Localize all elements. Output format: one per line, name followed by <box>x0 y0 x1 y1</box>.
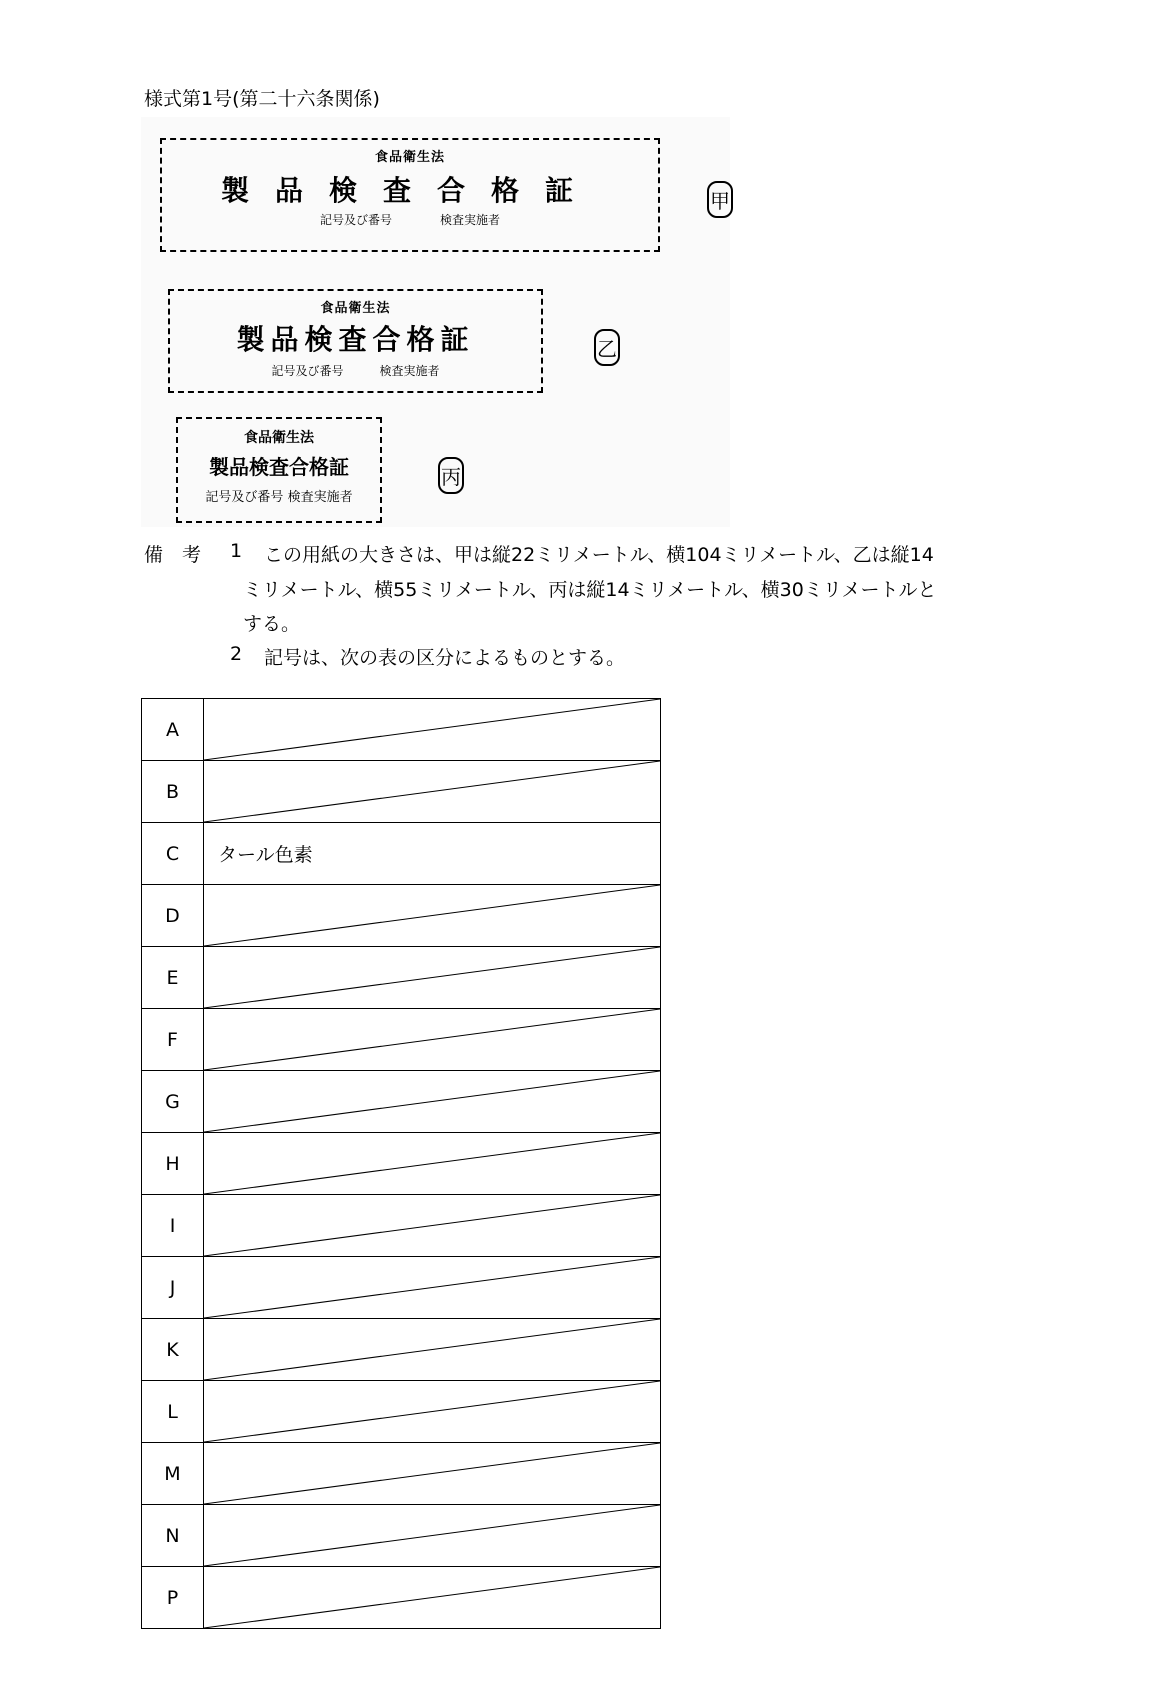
stamp-law: 食品衛生法 <box>374 150 445 165</box>
form-title: 様式第1号(第二十六条関係) <box>144 88 380 110</box>
note-1-line-3: する。 <box>243 613 301 635</box>
stamp-sub1: 記号及び番号 <box>319 213 392 227</box>
diagonal-strike <box>204 761 660 822</box>
stamp-hei <box>176 417 382 523</box>
stamp-law: 食品衛生法 <box>320 301 391 316</box>
table-row <box>142 1257 661 1319</box>
symbol-cell: B <box>142 761 204 823</box>
diagonal-strike <box>204 1319 660 1380</box>
table-row <box>142 823 661 885</box>
stamp-law: 食品衛生法 <box>244 430 314 446</box>
stamp-sub2: 検査実施者 <box>287 490 353 505</box>
category-cell <box>204 699 661 761</box>
stamp-label-kou: 甲 <box>707 181 733 218</box>
diagonal-strike <box>204 1505 660 1566</box>
stamp-samples <box>141 117 730 527</box>
category-cell <box>204 1567 661 1629</box>
category-cell <box>204 1195 661 1257</box>
diagonal-strike <box>204 947 660 1008</box>
table-row <box>142 1567 661 1629</box>
stamp-label-hei: 丙 <box>438 457 464 494</box>
category-cell <box>204 761 661 823</box>
category-cell <box>204 885 661 947</box>
notes-heading: 備 考 <box>144 544 202 566</box>
table-row <box>142 1195 661 1257</box>
stamp-sub2: 検査実施者 <box>440 213 501 227</box>
stamp-main: 製品検査合格証 <box>209 455 349 479</box>
category-cell: タール色素 <box>204 823 661 885</box>
diagonal-strike <box>204 1009 660 1070</box>
diagonal-strike <box>204 1381 660 1442</box>
stamp-label-otsu: 乙 <box>594 329 620 366</box>
category-cell <box>204 1009 661 1071</box>
note-1-line-1: この用紙の大きさは、甲は縦22ミリメートル、横104ミリメートル、乙は縦14 <box>264 544 934 566</box>
diagonal-strike <box>204 1133 660 1194</box>
table-row <box>142 1505 661 1567</box>
category-cell <box>204 1133 661 1195</box>
diagonal-strike <box>204 699 660 760</box>
symbol-cell: C <box>142 823 204 885</box>
stamp-otsu <box>168 289 543 393</box>
category-cell <box>204 1381 661 1443</box>
symbol-cell: E <box>142 947 204 1009</box>
symbol-cell: J <box>142 1257 204 1319</box>
category-cell <box>204 1257 661 1319</box>
stamp-sub1: 記号及び番号 <box>205 490 284 505</box>
symbol-cell: P <box>142 1567 204 1629</box>
table-row <box>142 1319 661 1381</box>
note-1-line-2: ミリメートル、横55ミリメートル、丙は縦14ミリメートル、横30ミリメートルと <box>243 579 937 601</box>
symbol-table <box>141 698 661 1629</box>
diagonal-strike <box>204 1257 660 1318</box>
table-row <box>142 1381 661 1443</box>
symbol-cell: G <box>142 1071 204 1133</box>
category-cell <box>204 1505 661 1567</box>
stamp-sub1: 記号及び番号 <box>271 364 344 378</box>
note-2-line: 記号は、次の表の区分によるものとする。 <box>264 647 626 669</box>
symbol-cell: L <box>142 1381 204 1443</box>
symbol-cell: A <box>142 699 204 761</box>
note-number-1: 1 <box>230 540 243 562</box>
table-row <box>142 761 661 823</box>
diagonal-strike <box>204 885 660 946</box>
diagonal-strike <box>204 1195 660 1256</box>
table-row <box>142 885 661 947</box>
table-row <box>142 1133 661 1195</box>
category-cell <box>204 1319 661 1381</box>
table-row <box>142 1443 661 1505</box>
symbol-cell: F <box>142 1009 204 1071</box>
category-cell <box>204 947 661 1009</box>
diagonal-strike <box>204 1071 660 1132</box>
stamp-sub2: 検査実施者 <box>379 364 440 378</box>
symbol-cell: K <box>142 1319 204 1381</box>
category-cell <box>204 1071 661 1133</box>
symbol-cell: M <box>142 1443 204 1505</box>
symbol-cell: D <box>142 885 204 947</box>
category-cell <box>204 1443 661 1505</box>
table-row <box>142 1071 661 1133</box>
table-row <box>142 699 661 761</box>
note-number-2: 2 <box>230 643 243 665</box>
stamp-main: 製品検査合格証 <box>220 174 599 207</box>
diagonal-strike <box>204 1567 660 1628</box>
symbol-cell: I <box>142 1195 204 1257</box>
diagonal-strike <box>204 1443 660 1504</box>
table-row <box>142 1009 661 1071</box>
stamp-kou <box>160 138 660 252</box>
symbol-cell: N <box>142 1505 204 1567</box>
stamp-main: 製品検査合格証 <box>236 323 475 356</box>
table-row <box>142 947 661 1009</box>
symbol-cell: H <box>142 1133 204 1195</box>
